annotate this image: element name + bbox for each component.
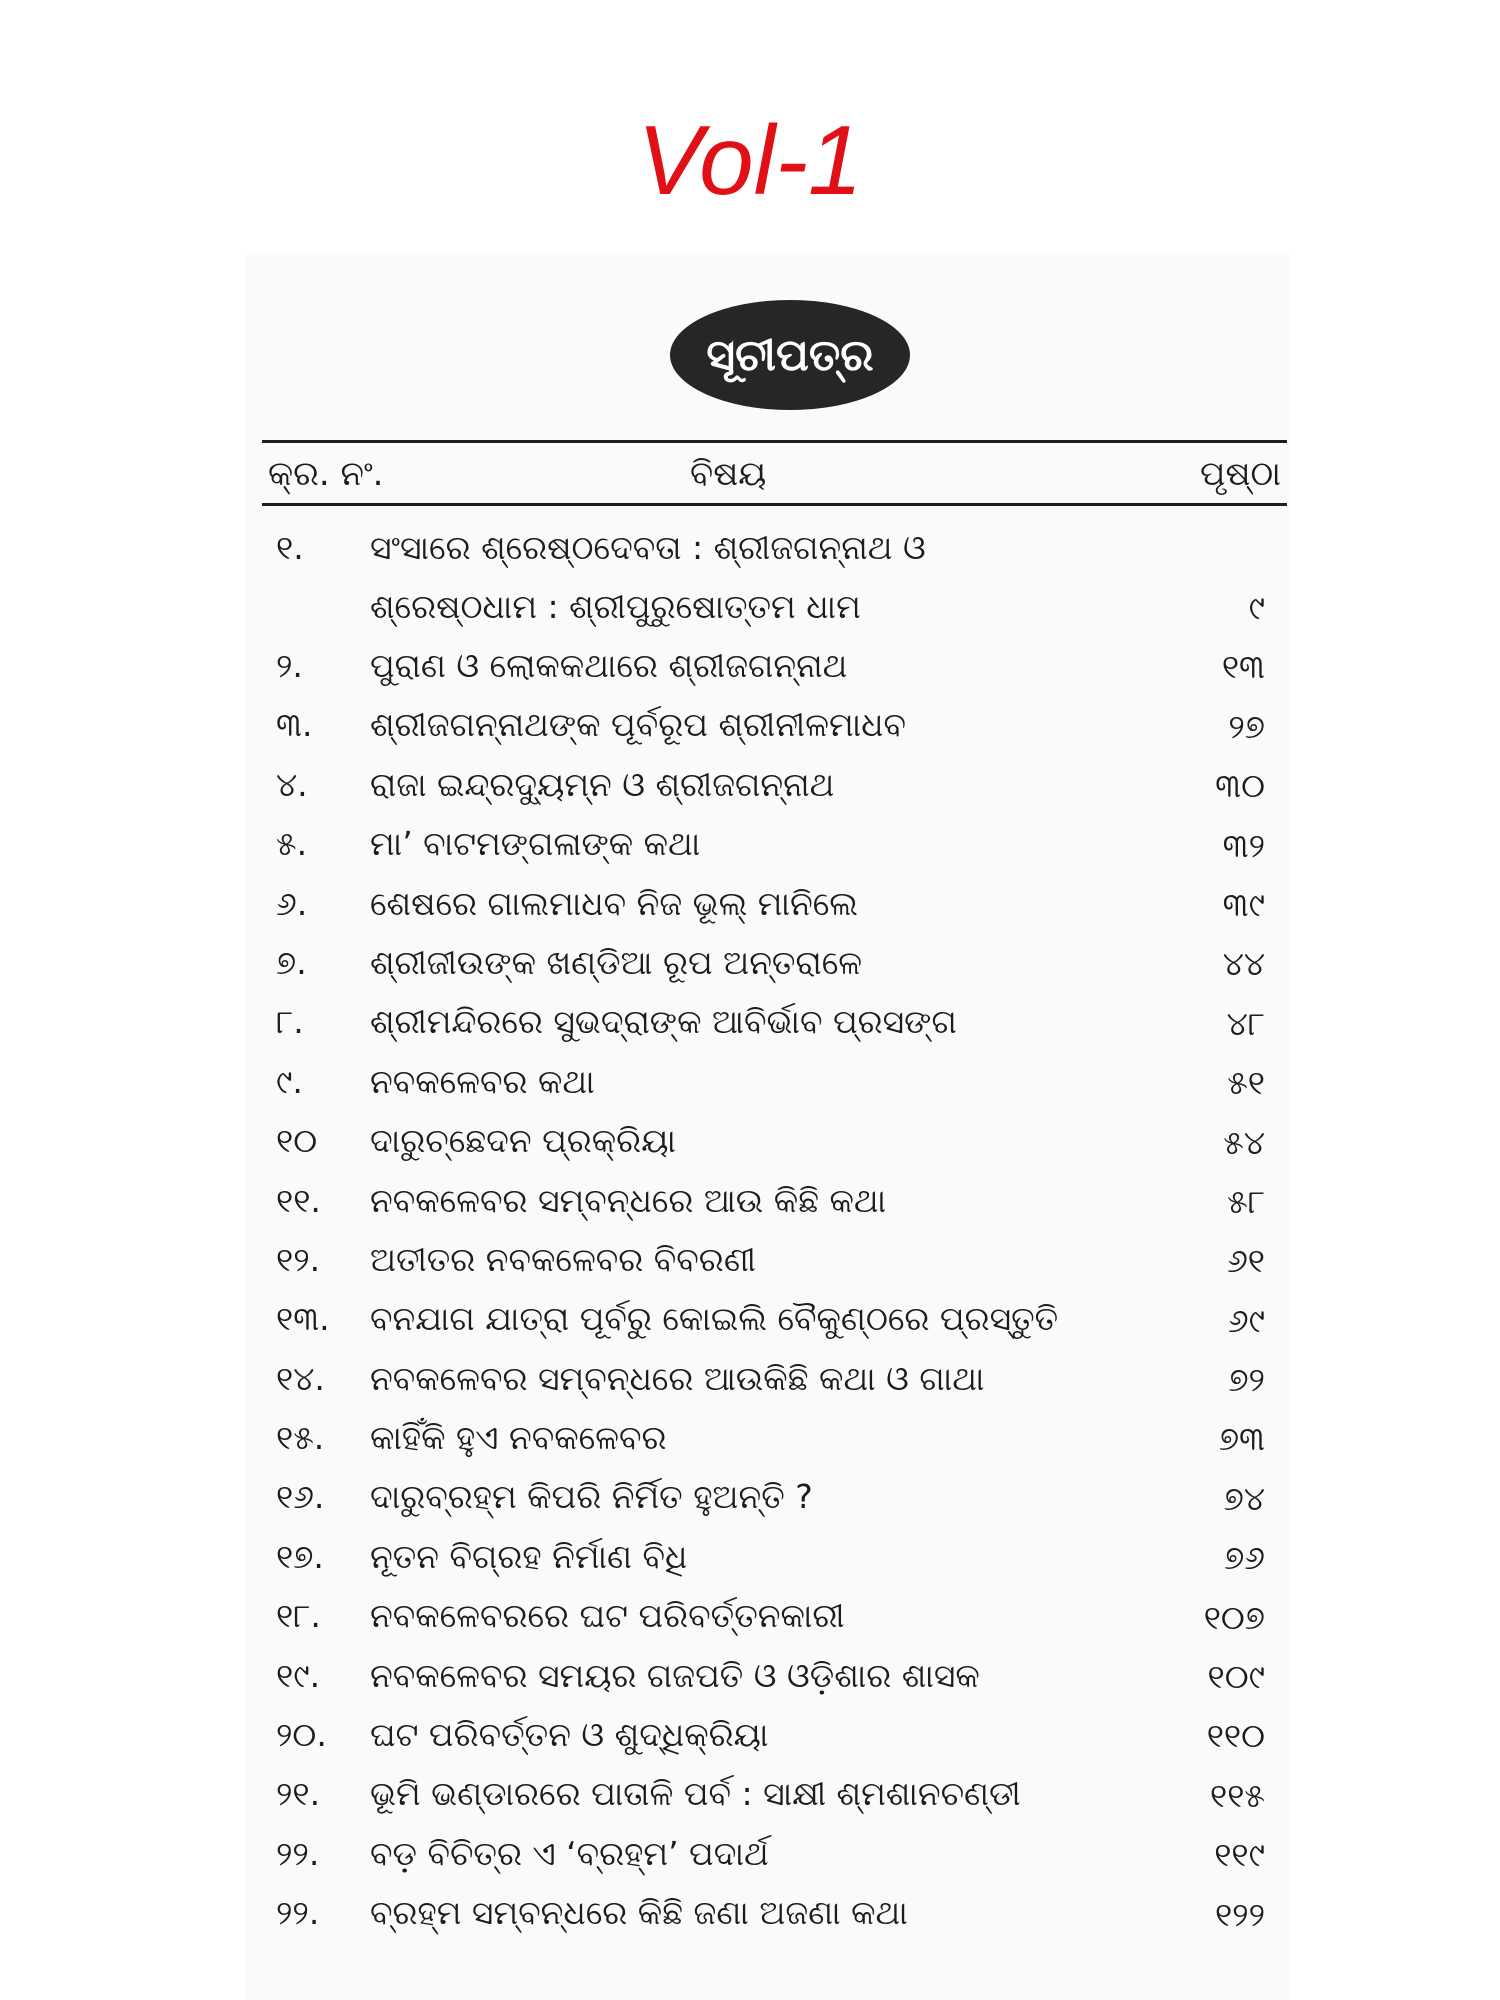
entry-number: ୧୨. <box>276 1239 321 1279</box>
entry-title <box>370 1656 1090 1696</box>
entry-number: ୮. <box>276 1002 304 1042</box>
entry-title <box>370 1418 1090 1458</box>
entry-page-number: ୬୯ <box>1227 1300 1265 1340</box>
entry-page-number: ୧୧୯ <box>1214 1835 1265 1875</box>
entry-title-line: କାହିଁକି ହୁଏ ନବକଳେବର <box>370 1418 667 1458</box>
toc-entry <box>262 1588 1287 1647</box>
entry-number: ୨୧. <box>276 1774 321 1814</box>
entry-title <box>370 705 1090 745</box>
toc-entry <box>262 1707 1287 1766</box>
entry-page-number: ୬୧ <box>1227 1241 1265 1281</box>
toc-entry <box>262 994 1287 1053</box>
entry-title <box>370 1537 1090 1577</box>
table-of-contents <box>262 520 1287 1945</box>
entry-title-line: ପୁରାଣ ଓ ଲୋକକଥାରେ ଶ୍ରୀଜଗନ୍ନାଥ <box>370 646 848 685</box>
entry-page-number: ୧୦୯ <box>1207 1657 1265 1697</box>
entry-title-line: ନବକଳେବର କଥା <box>370 1061 595 1101</box>
entry-number: ୧୫. <box>276 1418 325 1458</box>
entry-title-line: ଭୂମି ଭଣ୍ଡାରରେ ପାତାଳି ପର୍ବ : ସାକ୍ଷୀ ଶ୍ମଶାନଚଣ୍ଡୀ <box>370 1774 1021 1814</box>
toc-entry <box>262 1232 1287 1291</box>
entry-page-number: ୧୨୨ <box>1214 1894 1265 1934</box>
header-bottom-rule <box>262 503 1287 506</box>
subject-column-header: ବିଷୟ <box>690 454 767 494</box>
entry-title-line-2: ଶ୍ରେଷ୍ଠଧାମ : ଶ୍ରୀପୁରୁଷୋତ୍ତମ ଧାମ <box>370 587 861 626</box>
entry-number: ୨୨. <box>276 1833 320 1873</box>
entry-title-line: ଦାରୁଚ୍ଛେଦନ ପ୍ରକ୍ରିୟା <box>370 1121 676 1161</box>
entry-number: ୪. <box>276 764 308 804</box>
entry-title <box>370 1715 1090 1755</box>
entry-number: ୨୨. <box>276 1893 320 1933</box>
entry-title <box>370 1774 1090 1814</box>
entry-page-number: ୭୪ <box>1223 1478 1265 1518</box>
entry-number: ୧୩. <box>276 1299 330 1339</box>
entry-title-line: ମା’ ବାଟମଙ୍ଗଳାଙ୍କ କଥା <box>370 824 701 864</box>
entry-number: ୨. <box>276 646 303 685</box>
entry-page-number: ୩୦ <box>1215 766 1265 806</box>
toc-entry <box>262 816 1287 875</box>
contents-heading-badge <box>670 300 910 410</box>
entry-title <box>370 943 1090 983</box>
serial-column-header: କ୍ର. ନଂ. <box>268 454 384 494</box>
entry-title <box>370 1834 1090 1874</box>
toc-entry <box>262 1173 1287 1232</box>
entry-title <box>370 1477 1090 1517</box>
entry-title-line: ସଂସାରେ ଶ୍ରେଷ୍ଠଦେବତା : ଶ୍ରୀଜଗନ୍ନାଥ ଓ <box>370 528 926 567</box>
entry-title-line: ନବକଳେବର ସମ୍ବନ୍ଧରେ ଆଉକିଛି କଥା ଓ ଗାଥା <box>370 1358 985 1398</box>
toc-header <box>262 444 1287 502</box>
entry-title <box>370 1121 1090 1161</box>
entry-number: ୧୧. <box>276 1180 321 1220</box>
toc-entry <box>262 1885 1287 1944</box>
toc-entry <box>262 520 1287 638</box>
entry-title <box>370 1299 1090 1339</box>
entry-title-line: ନବକଳେବର ସମ୍ବନ୍ଧରେ ଆଉ କିଛି କଥା <box>370 1180 887 1220</box>
toc-entry <box>262 757 1287 816</box>
entry-title-line: ନବକଳେବରରେ ଘଟ ପରିବର୍ତ୍ତନକାରୀ <box>370 1596 845 1636</box>
entry-title-line: ବନଯାଗ ଯାତ୍ରା ପୂର୍ବରୁ କୋଇଲି ବୈକୁଣ୍ଠରେ ପ୍ରସ୍ତୁତି <box>370 1299 1059 1339</box>
entry-page-number: ୪୪ <box>1222 944 1265 984</box>
entry-number: ୧୮. <box>276 1596 321 1636</box>
toc-entry <box>262 1351 1287 1410</box>
entry-page-number: ୧୧୫ <box>1210 1775 1265 1815</box>
entry-title-line: ରାଜା ଇନ୍ଦ୍ରଦ୍ୟୁମ୍ନ ଓ ଶ୍ରୀଜଗନ୍ନାଥ <box>370 764 835 804</box>
toc-entry <box>262 697 1287 756</box>
entry-title <box>370 824 1090 864</box>
entry-title-line: ଶ୍ରୀଜୀଉଙ୍କ ଖଣ୍ଡିଆ ରୂପ ଅନ୍ତରାଳେ <box>370 942 863 982</box>
toc-entry <box>262 1113 1287 1172</box>
entry-title <box>370 884 1090 924</box>
entry-number: ୯. <box>276 1061 303 1101</box>
entry-title <box>370 1240 1090 1280</box>
entry-title-line: ଶେଷରେ ଗାଲମାଧବ ନିଜ ଭୂଲ୍ ମାନିଲେ <box>370 883 858 923</box>
toc-entry <box>262 1291 1287 1350</box>
entry-title-line: ନବକଳେବର ସମୟର ଗଜପତି ଓ ଓଡ଼ିଶାର ଶାସକ <box>370 1655 980 1695</box>
entry-page-number: ୭୬ <box>1224 1538 1265 1578</box>
entry-page-number: ୧୧୦ <box>1206 1716 1265 1756</box>
entry-title <box>370 1062 1090 1102</box>
entry-title-line: ଶ୍ରୀଜଗନ୍ନାଥଙ୍କ ପୂର୍ବରୂପ ଶ୍ରୀନୀଳମାଧବ <box>370 705 907 745</box>
entry-number: ୩. <box>276 705 313 745</box>
toc-entry <box>262 1648 1287 1707</box>
entry-number: ୭. <box>276 942 307 982</box>
entry-page-number: ୭୩ <box>1218 1419 1265 1459</box>
entry-page-number: ୫୪ <box>1223 1122 1265 1162</box>
entry-number: ୬. <box>276 883 308 923</box>
entry-title <box>370 528 1090 627</box>
entry-page-number: ୫୮ <box>1227 1181 1265 1221</box>
entry-page-number: ୩୨ <box>1222 825 1265 865</box>
contents-heading: ସୂଚୀପତ୍ର <box>706 329 874 381</box>
entry-page-number: ୧୩ <box>1221 647 1265 687</box>
entry-page-number: ୯ <box>1248 588 1265 627</box>
entry-title <box>370 1893 1090 1933</box>
entry-number: ୫. <box>276 824 308 864</box>
toc-entry <box>262 876 1287 935</box>
entry-title <box>370 765 1090 805</box>
entry-number: ୧୬. <box>276 1477 325 1517</box>
entry-number: ୨୦. <box>276 1715 327 1755</box>
entry-title-line: ଅତୀତର ନବକଳେବର ବିବରଣୀ <box>370 1239 756 1279</box>
toc-entry <box>262 1410 1287 1469</box>
header-top-rule <box>262 440 1287 443</box>
entry-page-number: ୭୨ <box>1228 1360 1265 1400</box>
entry-number: ୧୦ <box>276 1121 318 1161</box>
entry-number: ୧୪. <box>276 1358 325 1398</box>
entry-number: ୧୯. <box>276 1655 321 1695</box>
entry-title-line: ବଡ଼ ବିଚିତ୍ର ଏ ‘ବ୍ରହ୍ମ’ ପଦାର୍ଥ <box>370 1833 769 1873</box>
entry-title <box>370 1002 1090 1042</box>
entry-page-number: ୪୮ <box>1226 1003 1265 1043</box>
volume-label: Vol-1 <box>637 105 863 215</box>
entry-title <box>370 1596 1090 1636</box>
entry-number: ୧. <box>276 528 304 567</box>
toc-entry <box>262 935 1287 994</box>
toc-entry <box>262 1826 1287 1885</box>
toc-entry <box>262 1766 1287 1825</box>
entry-page-number: ୫୧ <box>1227 1063 1265 1103</box>
page-column-header: ପୃଷ୍ଠା <box>1200 454 1281 494</box>
entry-number: ୧୭. <box>276 1536 324 1576</box>
toc-entry <box>262 1054 1287 1113</box>
entry-page-number: ୧୦୭ <box>1203 1597 1265 1637</box>
entry-page-number: ୩୯ <box>1222 884 1265 924</box>
entry-title <box>370 646 1090 686</box>
entry-title-line: ଦାରୁବ୍ରହ୍ମ କିପରି ନିର୍ମିତ ହୁଅନ୍ତି ? <box>370 1477 813 1517</box>
entry-title-line: ନୂତନ ବିଗ୍ରହ ନିର୍ମାଣ ବିଧି <box>370 1536 688 1576</box>
entry-title-line: ଘଟ ପରିବର୍ତ୍ତନ ଓ ଶୁଦ୍ଧିକ୍ରିୟା <box>370 1715 769 1755</box>
entry-title <box>370 1359 1090 1399</box>
toc-entry <box>262 1469 1287 1528</box>
entry-title-line: ବ୍ରହ୍ମ ସମ୍ବନ୍ଧରେ କିଛି ଜଣା ଅଜଣା କଥା <box>370 1893 908 1933</box>
entry-title <box>370 1181 1090 1221</box>
toc-entry <box>262 638 1287 697</box>
entry-page-number: ୨୭ <box>1228 706 1265 746</box>
entry-title-line: ଶ୍ରୀମନ୍ଦିରରେ ସୁଭଦ୍ରାଙ୍କ ଆବିର୍ଭାବ ପ୍ରସଙ୍ଗ <box>370 1002 957 1042</box>
toc-entry <box>262 1529 1287 1588</box>
